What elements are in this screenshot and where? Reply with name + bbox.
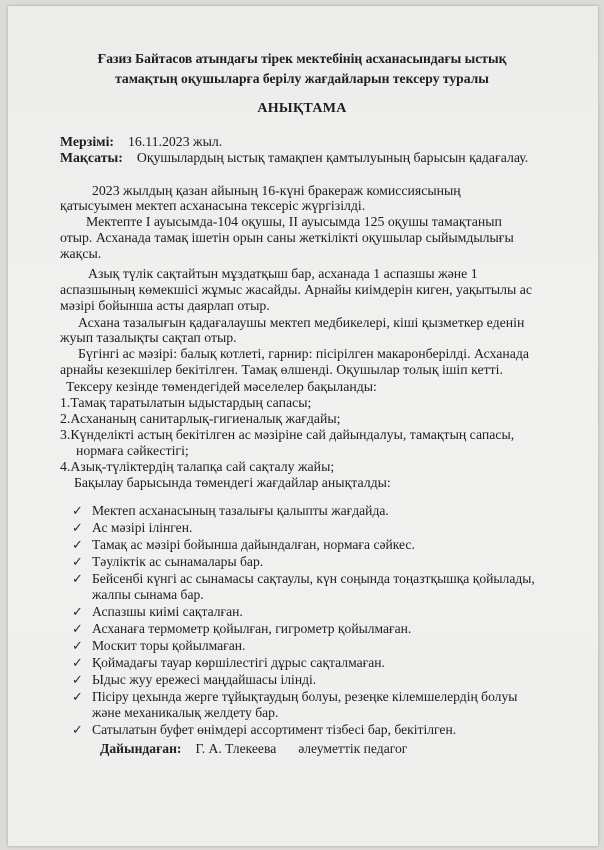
body-line: мәзірі бойынша асты даярлап отыр. [60,298,270,313]
check-icon: ✓ [72,520,83,535]
body-line: Тексеру кезінде төмендегідей мәселелер бақыланды: [66,379,377,394]
body-line: 2023 жылдың қазан айының 16-күні бракераж комиссиясының [92,183,461,198]
check-icon: ✓ [72,722,83,737]
body-line: жақсы. [60,246,102,261]
finding-item: Аспазшы киімі сақталған. [92,604,243,619]
checklist-line: нормаға сәйкестігі; [76,443,189,458]
check-icon: ✓ [72,672,83,687]
date-label: Мерзімі: [60,134,115,149]
check-icon: ✓ [72,537,83,552]
signature-line [100,740,407,758]
body-line: Азық түлік сақтайтын мұздатқыш бар, асханада 1 аспазшы және 1 [88,266,478,281]
check-icon: ✓ [72,503,83,518]
check-icon: ✓ [72,554,83,569]
check-icon: ✓ [72,571,83,586]
finding-item: Қоймадағы тауар көршілестігі дұрыс сақталмаған. [92,655,385,670]
purpose-value: Оқушылардың ыстық тамақпен қамтылуының барысын қадағалау. [136,150,529,165]
prepared-by-role: әлеуметтік педагог [298,741,408,756]
checklist-line: 3.Күнделікті астың бекітілген ас мәзіріне сай дайындалуы, тамақтың сапасы, [60,427,515,442]
finding-item: Ыдыс жуу ережесі маңдайшасы ілінді. [92,672,317,687]
finding-item: Мектеп асханасының тазалығы қалыпты жағдайда. [92,503,389,518]
finding-item: Москит торы қойылмаған. [92,638,246,653]
body-line: жуып тазалықты сақтап отыр. [60,330,237,345]
finding-item: Асханаға термометр қойылған, гигрометр қойылмаған. [92,621,412,636]
finding-item: Тәуліктік ас сынамалары бар. [92,554,264,569]
date-value: 16.11.2023 жыл. [128,134,223,149]
finding-item-continued: және механикалық желдету бар. [92,705,279,720]
finding-item-continued: жалпы сынама бар. [92,587,204,602]
checklist-line: 4.Азық-түліктердің талапқа сай сақталу жайы; [60,459,335,474]
body-line: Бүгінгі ас мәзірі: балық котлеті, гарнир: пісірілген макаронберілді. Асханада [78,346,530,361]
prepared-by-name: Г. А. Тлекеева [195,741,277,756]
check-icon: ✓ [72,655,83,670]
body-line: Мектепте І ауысымда-104 оқушы, ІІ ауысымда 125 оқушы тамақтанып [86,214,502,229]
body-line: қатысуымен мектеп асханасына тексеріс жүргізілді. [60,198,366,213]
document-title-line2: тамақтың оқушыларға берілу жағдайларын тексеру туралы [115,71,489,86]
document-title-line1: Ғазиз Байтасов атындағы тірек мектебінің асханасындағы ыстық [97,51,507,66]
body-line: арнайы кезекшілер бекітілген. Тамақ өлшенді. Оқушылар толық ішіп кетті. [60,362,503,377]
checklist-line: 1.Тамақ таратылатын ыдыстардың сапасы; [60,395,312,410]
check-icon: ✓ [72,621,83,636]
check-icon: ✓ [72,638,83,653]
finding-item: Бейсенбі күнгі ас сынамасы сақтаулы, күн соңында тоңазтқышқа қойылады, [92,571,535,586]
purpose-row [60,149,528,166]
check-icon: ✓ [72,604,83,619]
finding-item: Пісіру цехында жерге тұйықтаудың болуы, резеңке кілемшелердің болуы [92,689,518,704]
prepared-by-label: Дайындаған: [100,741,182,756]
body-line: аспазшының көмекшісі жұмыс жасайды. Арнайы киімдерін киген, уақытылы ас [60,282,533,297]
date-row [60,133,222,150]
checklist-line: 2.Асхананың санитарлық-гигиеналық жағдайы; [60,411,341,426]
document-type-heading: АНЫҚТАМА [257,101,347,116]
finding-item: Тамақ ас мәзірі бойынша дайындалған, нормаға сәйкес. [92,537,415,552]
check-icon: ✓ [72,689,83,704]
purpose-label: Мақсаты: [60,150,123,165]
body-line: отыр. Асханада тамақ ішетін орын саны жеткілікті оқушылар сыйымдылығы [60,230,514,245]
body-line: Бақылау барысында төмендегі жағдайлар анықталды: [74,475,391,490]
finding-item: Сатылатын буфет өнімдері ассортимент тізбесі бар, бекітілген. [92,722,457,737]
body-line: Асхана тазалығын қадағалаушы мектеп медбикелері, кіші қызметкер еденін [78,315,525,330]
finding-item: Ас мәзірі ілінген. [92,520,193,535]
